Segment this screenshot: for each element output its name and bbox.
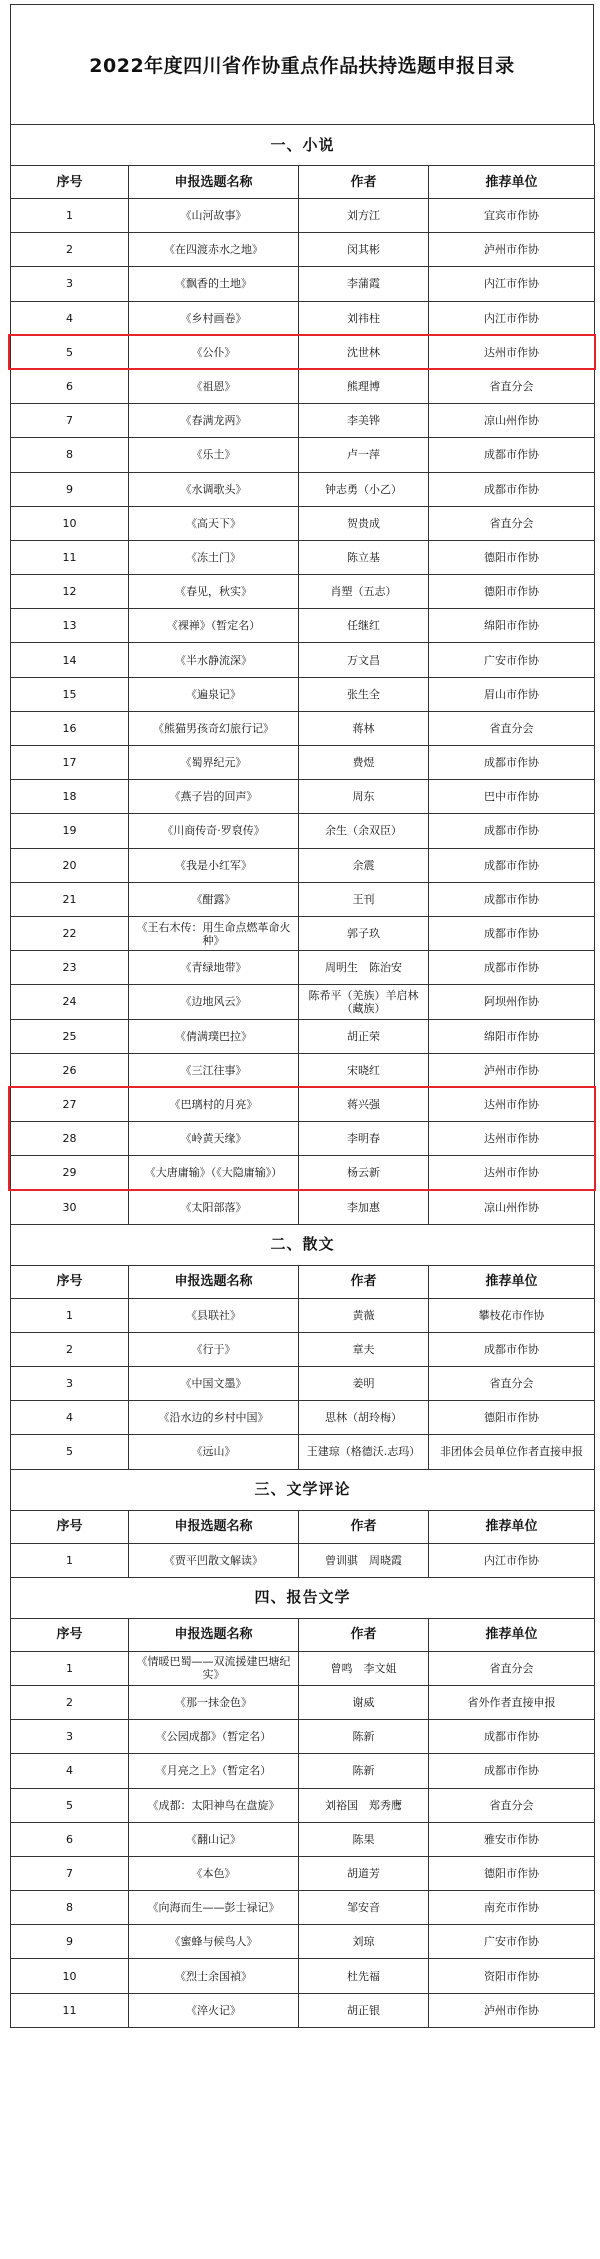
row-unit: 省直分会 [429,711,595,745]
row-unit: 广安市作协 [429,643,595,677]
row-unit: 成都市作协 [429,882,595,916]
row-title: 《淬火记》 [129,1993,299,2027]
row-title: 《蜀界纪元》 [129,746,299,780]
row-number: 4 [11,301,129,335]
row-author: 万文昌 [299,643,429,677]
row-number: 5 [11,1788,129,1822]
row-title: 《大唐庸输》（《大隐庸输》） [129,1156,299,1190]
row-number: 2 [11,1685,129,1719]
row-title: 《熊猫男孩奇幻旅行记》 [129,711,299,745]
row-number: 12 [11,575,129,609]
row-number: 20 [11,848,129,882]
header-number: 序号 [11,1618,129,1651]
row-unit: 眉山市作协 [429,677,595,711]
row-unit: 成都市作协 [429,1754,595,1788]
section-heading: 三、文学评论 [11,1469,595,1510]
row-title: 《川商传奇·罗裒传》 [129,814,299,848]
table-row [11,199,595,233]
row-title: 《公仆》 [129,335,299,369]
row-author: 陈新 [299,1754,429,1788]
row-author: 肖塑（五志） [299,575,429,609]
header-title: 申报选题名称 [129,1510,299,1543]
row-title: 《成都：太阳神鸟在盘旋》 [129,1788,299,1822]
row-unit: 成都市作协 [429,951,595,985]
row-author: 宋晓红 [299,1053,429,1087]
table-row [11,1367,595,1401]
row-unit: 德阳市作协 [429,1856,595,1890]
row-author: 李明春 [299,1122,429,1156]
table-row [11,404,595,438]
row-number: 4 [11,1401,129,1435]
row-unit: 宜宾市作协 [429,199,595,233]
row-title: 《裸禅》（暂定名） [129,609,299,643]
section-heading-row [11,1469,595,1510]
table-row [11,1788,595,1822]
row-number: 28 [11,1122,129,1156]
row-number: 15 [11,677,129,711]
row-number: 1 [11,1543,129,1577]
table-row [11,1019,595,1053]
row-unit: 省直分会 [429,506,595,540]
section-heading: 一、小说 [11,125,595,166]
table-row [11,1087,595,1121]
row-unit: 内江市作协 [429,267,595,301]
row-unit: 省直分会 [429,1651,595,1685]
row-unit: 成都市作协 [429,472,595,506]
table-row [11,369,595,403]
table-row [11,711,595,745]
header-number: 序号 [11,166,129,199]
table-row [11,677,595,711]
row-number: 26 [11,1053,129,1087]
table-row [11,1891,595,1925]
row-author: 蒋林 [299,711,429,745]
row-unit: 凉山州作协 [429,404,595,438]
row-unit: 达州市作协 [429,1087,595,1121]
row-number: 17 [11,746,129,780]
header-author: 作者 [299,1618,429,1651]
row-unit: 成都市作协 [429,1720,595,1754]
row-title: 《翻山记》 [129,1822,299,1856]
row-title: 《蜜蜂与候鸟人》 [129,1925,299,1959]
row-title: 《远山》 [129,1435,299,1469]
header-unit: 推荐单位 [429,166,595,199]
table-row [11,1685,595,1719]
row-unit: 内江市作协 [429,1543,595,1577]
row-title: 《高天下》 [129,506,299,540]
header-title: 申报选题名称 [129,1618,299,1651]
row-author: 钟志勇（小乙） [299,472,429,506]
row-author: 周东 [299,780,429,814]
table-row [11,1754,595,1788]
row-author: 贺贵成 [299,506,429,540]
row-title: 《中国文墨》 [129,1367,299,1401]
row-unit: 达州市作协 [429,1122,595,1156]
table-row [11,506,595,540]
row-number: 25 [11,1019,129,1053]
row-number: 30 [11,1190,129,1224]
table-row [11,985,595,1019]
table-row [11,1298,595,1332]
row-number: 3 [11,1367,129,1401]
row-unit: 攀枝花市作协 [429,1298,595,1332]
row-author: 蒋兴强 [299,1087,429,1121]
row-number: 27 [11,1087,129,1121]
table-row [11,1332,595,1366]
section-heading-row [11,1577,595,1618]
row-author: 王刊 [299,882,429,916]
row-title: 《贾平凹散文解读》 [129,1543,299,1577]
table-header-row [11,1265,595,1298]
row-author: 刘琼 [299,1925,429,1959]
row-number: 24 [11,985,129,1019]
table-row [11,1822,595,1856]
section-heading-row [11,125,595,166]
row-author: 胡道芳 [299,1856,429,1890]
row-title: 《燕子岩的回声》 [129,780,299,814]
row-author: 胡正银 [299,1993,429,2027]
row-unit: 省直分会 [429,369,595,403]
row-number: 3 [11,1720,129,1754]
row-author: 张生全 [299,677,429,711]
row-author: 章夫 [299,1332,429,1366]
table-row [11,643,595,677]
row-title: 《本色》 [129,1856,299,1890]
row-number: 9 [11,472,129,506]
table-row [11,1435,595,1469]
row-number: 14 [11,643,129,677]
row-number: 7 [11,1856,129,1890]
row-number: 7 [11,404,129,438]
row-unit: 成都市作协 [429,438,595,472]
row-number: 1 [11,1651,129,1685]
table-row [11,1190,595,1224]
row-title: 《半水静流深》 [129,643,299,677]
row-unit: 绵阳市作协 [429,1019,595,1053]
table-row [11,848,595,882]
row-author: 邹安音 [299,1891,429,1925]
row-number: 1 [11,199,129,233]
table-row [11,1720,595,1754]
row-author: 卢一萍 [299,438,429,472]
row-unit: 绵阳市作协 [429,609,595,643]
row-number: 29 [11,1156,129,1190]
table-row [11,1156,595,1190]
row-unit: 泸州市作协 [429,233,595,267]
row-author: 黄薇 [299,1298,429,1332]
row-title: 《岭黄天缘》 [129,1122,299,1156]
row-unit: 省外作者直接申报 [429,1685,595,1719]
row-number: 2 [11,233,129,267]
header-number: 序号 [11,1510,129,1543]
row-number: 11 [11,540,129,574]
row-author: 杜先福 [299,1959,429,1993]
row-title: 《烈士余国禎》 [129,1959,299,1993]
row-unit: 阿坝州作协 [429,985,595,1019]
table-header-row [11,166,595,199]
row-author: 费煜 [299,746,429,780]
row-title: 《那一抹金色》 [129,1685,299,1719]
header-title: 申报选题名称 [129,166,299,199]
header-author: 作者 [299,1510,429,1543]
table-row [11,267,595,301]
row-title: 《县联社》 [129,1298,299,1332]
table-row [11,335,595,369]
row-unit: 内江市作协 [429,301,595,335]
table-row [11,916,595,950]
row-number: 11 [11,1993,129,2027]
table-row [11,1856,595,1890]
row-unit: 泸州市作协 [429,1993,595,2027]
table-row [11,1122,595,1156]
row-number: 4 [11,1754,129,1788]
row-number: 8 [11,1891,129,1925]
row-number: 3 [11,267,129,301]
row-unit: 成都市作协 [429,916,595,950]
row-title: 《情暖巴蜀——双流援建巴塘纪实》 [129,1651,299,1685]
row-unit: 省直分会 [429,1367,595,1401]
row-title: 《酣露》 [129,882,299,916]
row-author: 陈立基 [299,540,429,574]
header-author: 作者 [299,166,429,199]
page-title: 2022年度四川省作协重点作品扶持选题申报目录 [10,4,594,124]
row-author: 闵其彬 [299,233,429,267]
row-author: 余震 [299,848,429,882]
row-author: 陈新 [299,1720,429,1754]
row-author: 曾鸣 李文姐 [299,1651,429,1685]
row-unit: 达州市作协 [429,1156,595,1190]
header-title: 申报选题名称 [129,1265,299,1298]
row-number: 10 [11,506,129,540]
row-number: 9 [11,1925,129,1959]
row-author: 杨云新 [299,1156,429,1190]
row-number: 8 [11,438,129,472]
row-title: 《倩满璞巴拉》 [129,1019,299,1053]
table-row [11,301,595,335]
row-unit: 德阳市作协 [429,1401,595,1435]
row-author: 思林（胡玲梅） [299,1401,429,1435]
row-unit: 资阳市作协 [429,1959,595,1993]
table-row [11,1925,595,1959]
row-title: 《冻土门》 [129,540,299,574]
row-unit: 达州市作协 [429,335,595,369]
row-title: 《青绿地带》 [129,951,299,985]
row-unit: 德阳市作协 [429,540,595,574]
row-unit: 德阳市作协 [429,575,595,609]
row-number: 19 [11,814,129,848]
row-title: 《太阳部落》 [129,1190,299,1224]
header-unit: 推荐单位 [429,1510,595,1543]
row-number: 22 [11,916,129,950]
table-row [11,1959,595,1993]
row-title: 《山河故事》 [129,199,299,233]
table-row [11,1993,595,2027]
row-title: 《月亮之上》（暂定名） [129,1754,299,1788]
row-title: 《乡村画卷》 [129,301,299,335]
header-author: 作者 [299,1265,429,1298]
table-header-row [11,1510,595,1543]
row-number: 18 [11,780,129,814]
row-number: 5 [11,1435,129,1469]
row-title: 《沿水边的乡村中国》 [129,1401,299,1435]
row-author: 刘裕国 郑秀鹰 [299,1788,429,1822]
row-title: 《乐土》 [129,438,299,472]
header-unit: 推荐单位 [429,1618,595,1651]
row-author: 李加惠 [299,1190,429,1224]
row-title: 《春满龙两》 [129,404,299,438]
row-title: 《水调歌头》 [129,472,299,506]
row-author: 郭子玖 [299,916,429,950]
row-unit: 非团体会员单位作者直接申报 [429,1435,595,1469]
row-title: 《飘香的土地》 [129,267,299,301]
section-heading-row [11,1224,595,1265]
table-row [11,575,595,609]
row-author: 李蒲霞 [299,267,429,301]
table-row [11,814,595,848]
row-number: 5 [11,335,129,369]
row-unit: 雅安市作协 [429,1822,595,1856]
row-number: 21 [11,882,129,916]
table-row [11,1401,595,1435]
catalog-table-body [11,125,595,2028]
row-author: 任继红 [299,609,429,643]
row-unit: 巴中市作协 [429,780,595,814]
row-title: 《春见，秋实》 [129,575,299,609]
row-number: 2 [11,1332,129,1366]
table-header-row [11,1618,595,1651]
row-title: 《公园成都》（暂定名） [129,1720,299,1754]
row-author: 王建琼（格德沃.志玛） [299,1435,429,1469]
row-number: 1 [11,1298,129,1332]
row-number: 10 [11,1959,129,1993]
table-row [11,1053,595,1087]
table-row [11,882,595,916]
row-unit: 广安市作协 [429,1925,595,1959]
row-author: 曾训骐 周晓霞 [299,1543,429,1577]
section-heading: 四、报告文学 [11,1577,595,1618]
row-unit: 成都市作协 [429,1332,595,1366]
table-row [11,233,595,267]
row-unit: 省直分会 [429,1788,595,1822]
row-author: 胡正荣 [299,1019,429,1053]
row-title: 《王右木传：用生命点燃革命火种》 [129,916,299,950]
row-author: 刘祎柱 [299,301,429,335]
table-row [11,438,595,472]
row-title: 《行于》 [129,1332,299,1366]
table-row [11,780,595,814]
row-author: 沈世林 [299,335,429,369]
row-title: 《三江往事》 [129,1053,299,1087]
row-number: 6 [11,369,129,403]
row-title: 《巴璃村的月亮》 [129,1087,299,1121]
row-number: 23 [11,951,129,985]
row-unit: 成都市作协 [429,814,595,848]
row-unit: 凉山州作协 [429,1190,595,1224]
row-author: 陈希平（羌族）羊启林（藏族） [299,985,429,1019]
row-author: 余生（余双臣） [299,814,429,848]
table-row [11,609,595,643]
table-row [11,951,595,985]
table-row [11,746,595,780]
row-title: 《向海而生——彭士禄记》 [129,1891,299,1925]
row-title: 《在四渡赤水之地》 [129,233,299,267]
row-author: 陈果 [299,1822,429,1856]
row-unit: 泸州市作协 [429,1053,595,1087]
row-number: 6 [11,1822,129,1856]
row-author: 刘方江 [299,199,429,233]
header-unit: 推荐单位 [429,1265,595,1298]
section-heading: 二、散文 [11,1224,595,1265]
row-unit: 成都市作协 [429,746,595,780]
row-title: 《祖恩》 [129,369,299,403]
catalog-table [10,124,595,2028]
row-author: 谢威 [299,1685,429,1719]
row-unit: 南充市作协 [429,1891,595,1925]
row-author: 姜明 [299,1367,429,1401]
header-number: 序号 [11,1265,129,1298]
row-author: 熊理博 [299,369,429,403]
row-author: 周明生 陈治安 [299,951,429,985]
row-title: 《我是小红军》 [129,848,299,882]
table-row [11,540,595,574]
table-row [11,472,595,506]
document [10,4,594,2028]
table-row [11,1651,595,1685]
row-author: 李美铧 [299,404,429,438]
row-title: 《边地风云》 [129,985,299,1019]
row-title: 《遍泉记》 [129,677,299,711]
row-number: 16 [11,711,129,745]
row-unit: 成都市作协 [429,848,595,882]
row-number: 13 [11,609,129,643]
table-row [11,1543,595,1577]
